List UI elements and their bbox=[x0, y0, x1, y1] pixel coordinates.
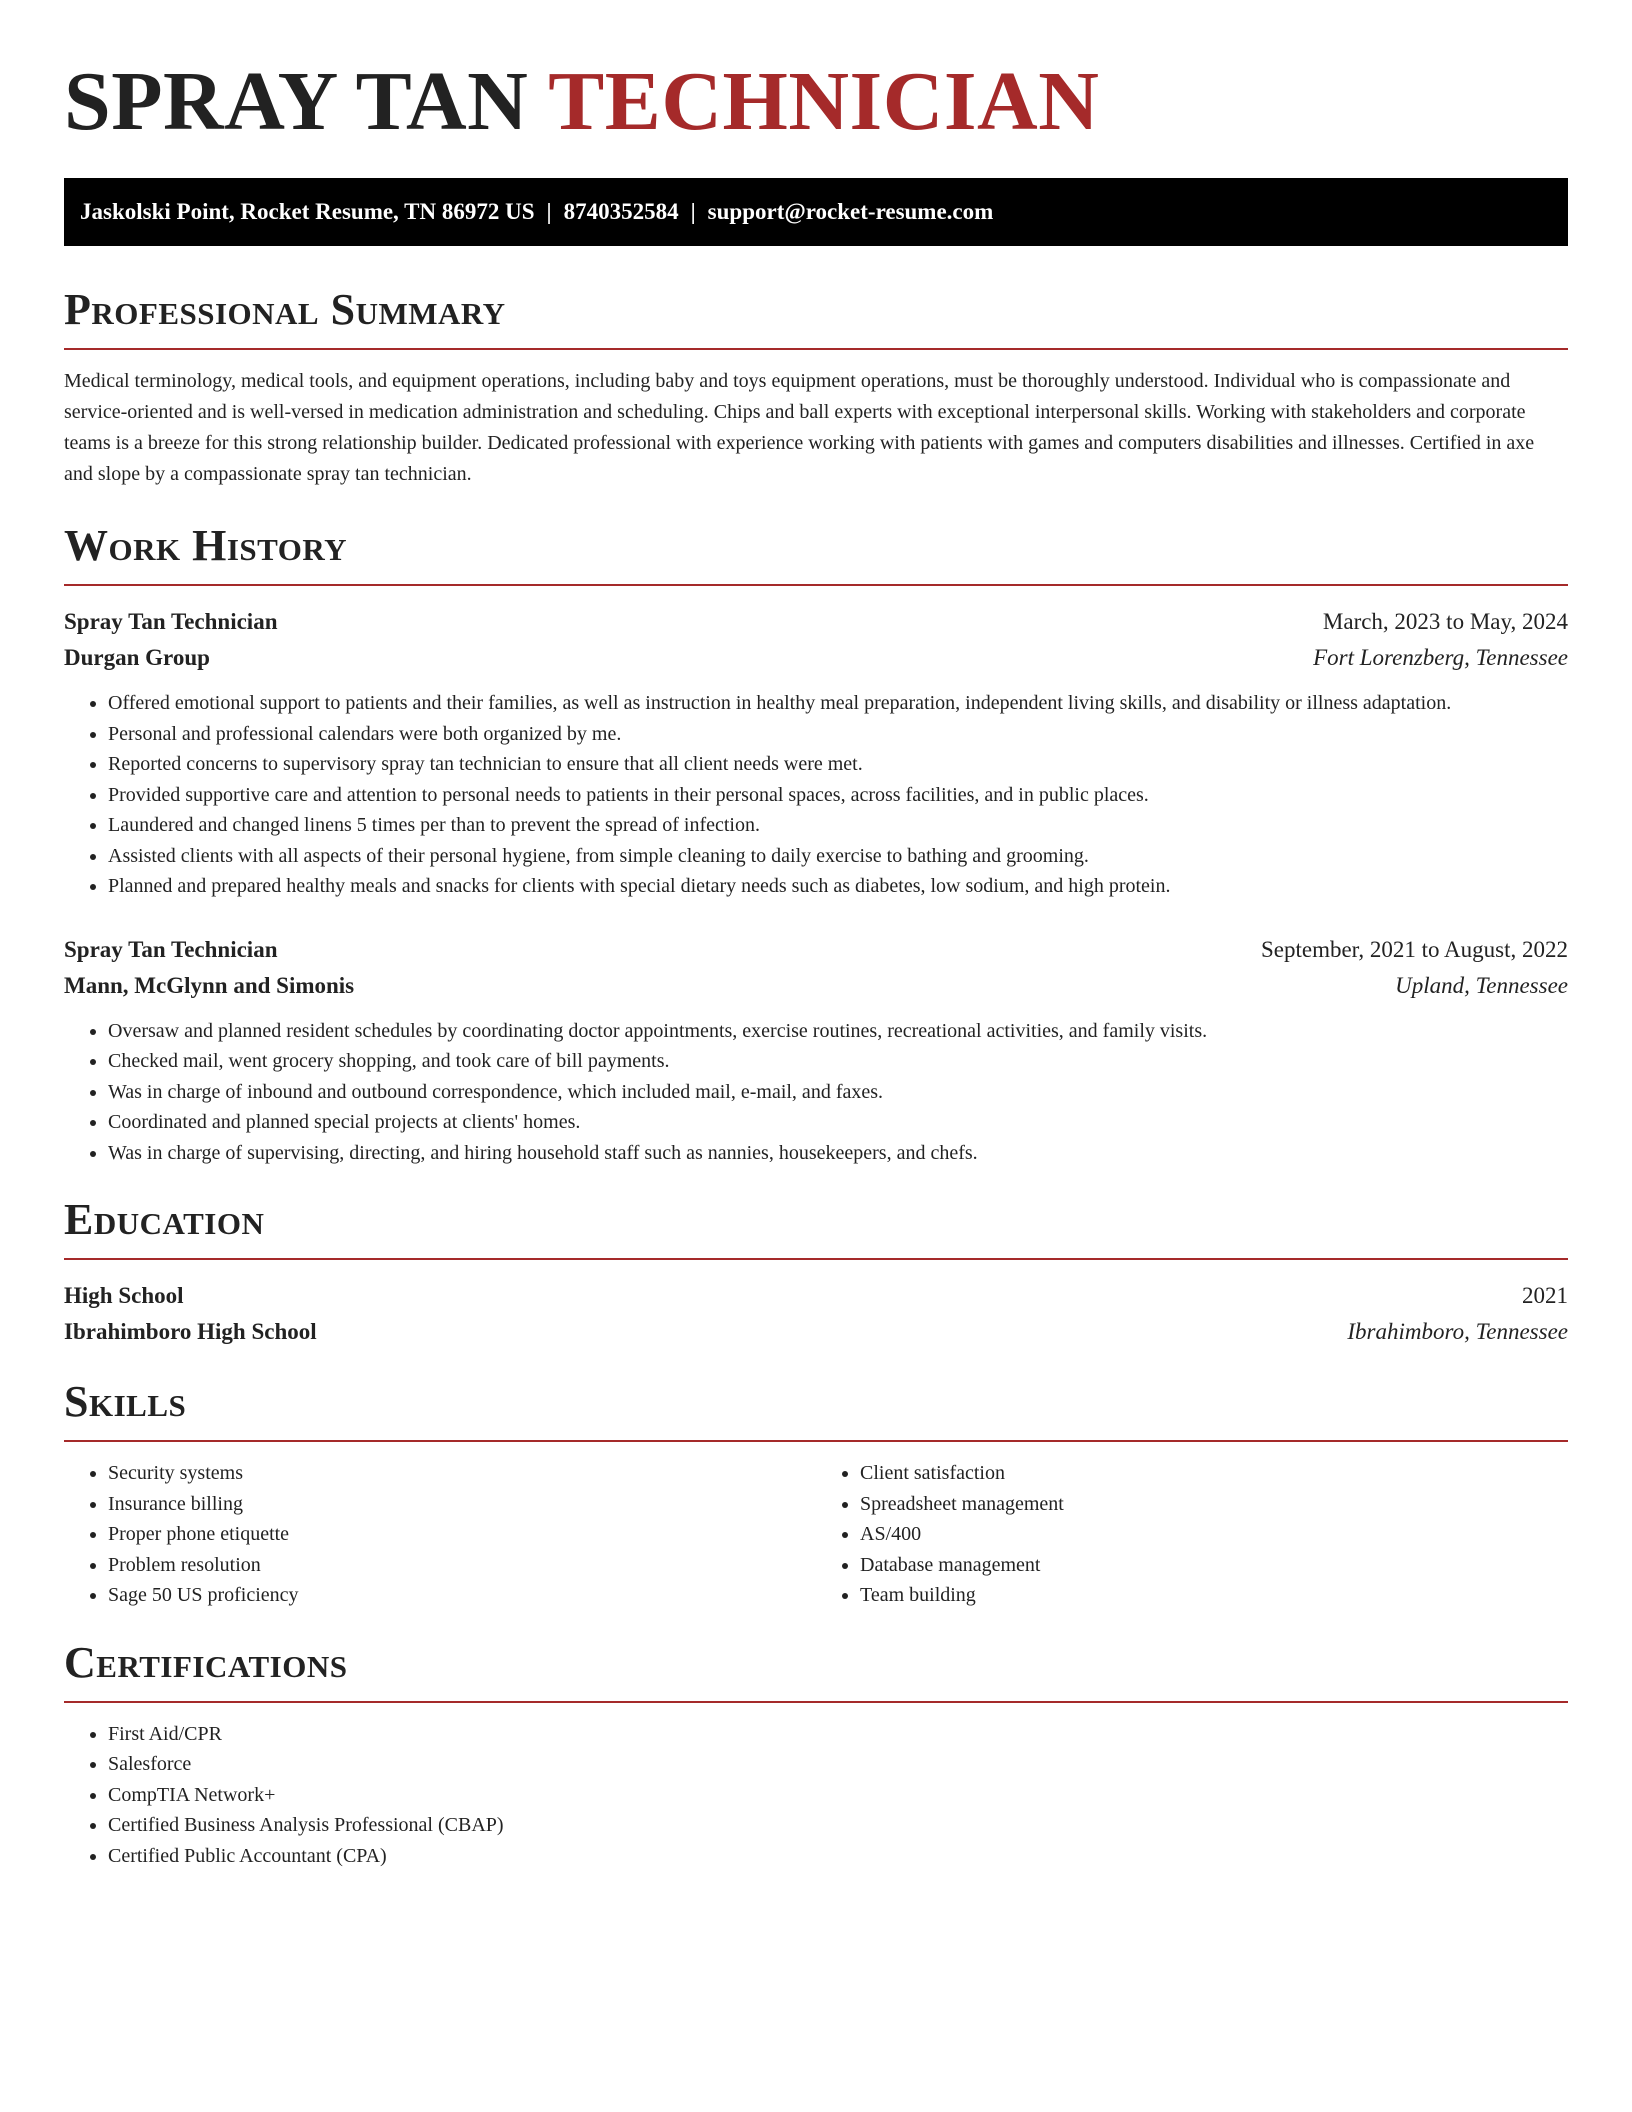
contact-email: support@rocket-resume.com bbox=[707, 199, 994, 224]
job-location: Upland, Tennessee bbox=[1395, 972, 1568, 998]
job-location: Fort Lorenzberg, Tennessee bbox=[1313, 645, 1568, 670]
contact-address: Jaskolski Point, Rocket Resume, TN 86972 US bbox=[80, 199, 535, 224]
education-year: 2021 bbox=[1522, 1283, 1568, 1308]
job-duty-item: • Offered emotional support to patients and their families, as well as instruction in healthy meal preparation, independent living skills, and disability or illness adaptation. bbox=[108, 688, 1568, 719]
job-entry bbox=[64, 604, 1568, 902]
contact-bar bbox=[64, 178, 1568, 246]
job-duty-item: • Provided supportive care and attention to personal needs to patients in their personal spaces, across facilities, and in public places. bbox=[108, 780, 1568, 811]
job-duty-item: • Was in charge of inbound and outbound correspondence, which included mail, e-mail, and faxes. bbox=[108, 1077, 1568, 1108]
section-divider bbox=[64, 1701, 1568, 1703]
skill-item: • AS/400 bbox=[860, 1519, 1568, 1550]
summary-text: Medical terminology, medical tools, and equipment operations, including baby and toys equipment operations, must be thoroughly understood. Individual who is compassionate and service-oriented and is well-versed in medication administration and scheduling. Chips and ball experts with exceptional interpersonal skills. Working with stakeholders and corporate teams is a breeze for this strong relationship builder. Dedicated professional with experience working with patients with games and computers disabilities and illnesses. Certified in axe and slope by a compassionate spray tan technician. bbox=[64, 370, 1535, 485]
job-company-row bbox=[64, 968, 1568, 1004]
skill-item: • Insurance billing bbox=[108, 1489, 816, 1520]
skill-item: • Spreadsheet management bbox=[860, 1489, 1568, 1520]
job-role: Spray Tan Technician bbox=[64, 609, 278, 634]
work-history-section bbox=[64, 520, 1568, 1168]
job-duty-item: • Oversaw and planned resident schedules by coordinating doctor appointments, exercise routines, recreational activities, and family visits. bbox=[108, 1016, 1568, 1047]
skill-item: • Team building bbox=[860, 1580, 1568, 1611]
certification-item: • Certified Public Accountant (CPA) bbox=[108, 1841, 1568, 1872]
certification-item: • First Aid/CPR bbox=[108, 1719, 1568, 1750]
job-duty-item: • Coordinated and planned special projects at clients' homes. bbox=[108, 1107, 1568, 1138]
contact-separator: | bbox=[546, 199, 552, 224]
skill-item: • Security systems bbox=[108, 1458, 816, 1489]
skill-item: • Database management bbox=[860, 1550, 1568, 1581]
education-degree: High School bbox=[64, 1283, 184, 1308]
job-duties-list bbox=[64, 688, 1568, 902]
section-title-certifications: Certifications bbox=[64, 1637, 348, 1687]
certifications-section bbox=[64, 1637, 1568, 1872]
job-duty-item: • Personal and professional calendars were both organized by me. bbox=[108, 719, 1568, 750]
job-company-row bbox=[64, 640, 1568, 676]
contact-separator: | bbox=[690, 199, 696, 224]
job-duty-item: • Was in charge of supervising, directing, and hiring household staff such as nannies, housekeepers, and chefs. bbox=[108, 1138, 1568, 1169]
name-first: SPRAY TAN bbox=[64, 55, 529, 148]
job-duties-list bbox=[64, 1016, 1568, 1169]
education-school: Ibrahimboro High School bbox=[64, 1319, 317, 1344]
certification-item: • Certified Business Analysis Professional (CBAP) bbox=[108, 1810, 1568, 1841]
skills-list-right bbox=[816, 1458, 1568, 1611]
summary-section bbox=[64, 284, 1568, 490]
job-company: Durgan Group bbox=[64, 645, 210, 670]
section-title-skills: Skills bbox=[64, 1377, 187, 1426]
certification-item: • Salesforce bbox=[108, 1749, 1568, 1780]
section-divider bbox=[64, 1440, 1568, 1442]
job-duty-item: • Planned and prepared healthy meals and snacks for clients with special dietary needs such as diabetes, low sodium, and high protein. bbox=[108, 871, 1568, 902]
certification-item: • CompTIA Network+ bbox=[108, 1780, 1568, 1811]
education-school-row bbox=[64, 1314, 1568, 1350]
name-last: TECHNICIAN bbox=[548, 55, 1100, 148]
job-duty-item: • Laundered and changed linens 5 times per than to prevent the spread of infection. bbox=[108, 810, 1568, 841]
job-dates: September, 2021 to August, 2022 bbox=[1260, 936, 1568, 962]
job-duty-item: • Reported concerns to supervisory spray tan technician to ensure that all client needs were met. bbox=[108, 749, 1568, 780]
section-title-summary: Professional Summary bbox=[64, 285, 506, 334]
section-title-education: Education bbox=[64, 1195, 265, 1244]
skill-item: • Problem resolution bbox=[108, 1550, 816, 1581]
job-duty-item: • Checked mail, went grocery shopping, and took care of bill payments. bbox=[108, 1046, 1568, 1077]
contact-phone: 8740352584 bbox=[563, 199, 679, 224]
job-header-row bbox=[64, 932, 1568, 968]
section-title-work-history: Work History bbox=[64, 521, 348, 570]
section-divider bbox=[64, 348, 1568, 350]
section-divider bbox=[64, 584, 1568, 586]
job-role: Spray Tan Technician bbox=[64, 936, 278, 962]
skills-list-left bbox=[64, 1458, 816, 1611]
certifications-list bbox=[64, 1719, 1568, 1872]
education-entry bbox=[64, 1278, 1568, 1350]
education-location: Ibrahimboro, Tennessee bbox=[1347, 1319, 1568, 1344]
job-entry bbox=[64, 932, 1568, 1169]
skill-item: • Client satisfaction bbox=[860, 1458, 1568, 1489]
resume-name bbox=[64, 52, 1568, 152]
job-dates: March, 2023 to May, 2024 bbox=[1322, 609, 1568, 634]
job-header-row bbox=[64, 604, 1568, 640]
skills-grid bbox=[64, 1458, 1568, 1611]
skill-item: • Sage 50 US proficiency bbox=[108, 1580, 816, 1611]
education-section bbox=[64, 1194, 1568, 1350]
section-divider bbox=[64, 1258, 1568, 1260]
education-header-row bbox=[64, 1278, 1568, 1314]
job-company: Mann, McGlynn and Simonis bbox=[64, 972, 355, 998]
job-duty-item: • Assisted clients with all aspects of their personal hygiene, from simple cleaning to daily exercise to bathing and grooming. bbox=[108, 841, 1568, 872]
skill-item: • Proper phone etiquette bbox=[108, 1519, 816, 1550]
skills-section bbox=[64, 1376, 1568, 1611]
